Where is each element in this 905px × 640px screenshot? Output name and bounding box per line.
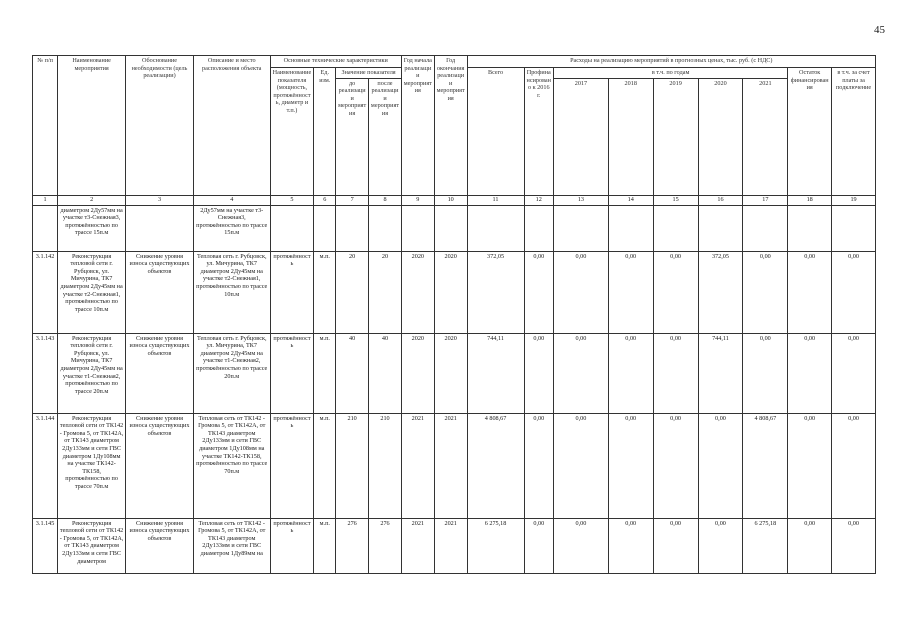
- row-2019: 0,00: [653, 251, 698, 333]
- column-number: 12: [524, 195, 554, 205]
- row-2018: 0,00: [608, 251, 653, 333]
- row-2017: 0,00: [554, 518, 609, 573]
- row-year-end: 2021: [434, 518, 467, 573]
- row-2020: 744,11: [698, 333, 743, 413]
- row-fee: 0,00: [832, 251, 876, 333]
- table-row: [33, 251, 876, 333]
- page-number: 45: [874, 24, 885, 36]
- row-2017: 0,00: [554, 333, 609, 413]
- row-unit: м.п.: [314, 251, 336, 333]
- header-values: Значение показателя: [336, 68, 402, 79]
- column-number: 19: [832, 195, 876, 205]
- header-financed: Профинансировано к 2016 г.: [524, 68, 554, 196]
- row-desc: Тепловая сеть от ТК142 - Громова 5, от ТК142А, от ТК143 диаметром 2Ду133мм и сети ГВС диаметром 1Ду89мм на: [193, 518, 270, 573]
- row-2019: 0,00: [653, 413, 698, 518]
- table-row: [33, 518, 876, 573]
- table-row: [33, 333, 876, 413]
- column-number: 5: [270, 195, 314, 205]
- column-number: 7: [336, 195, 369, 205]
- row-2018: 0,00: [608, 333, 653, 413]
- row-2018: 0,00: [608, 518, 653, 573]
- row-total: 744,11: [467, 333, 524, 413]
- row-rest: 0,00: [788, 518, 832, 573]
- table-row: [33, 413, 876, 518]
- row-tech: протяжённость: [270, 518, 314, 573]
- header-year-2018: 2018: [608, 78, 653, 195]
- row-fee: 0,00: [832, 413, 876, 518]
- column-number: 16: [698, 195, 743, 205]
- column-number: 1: [33, 195, 58, 205]
- column-number: 13: [554, 195, 609, 205]
- row-after: 210: [369, 413, 402, 518]
- row-reason: Снижение уровня износа существующих объектов: [126, 251, 194, 333]
- row-unit: м.п.: [314, 518, 336, 573]
- header-name: Наименование мероприятия: [58, 56, 126, 196]
- row-unit: м.п.: [314, 413, 336, 518]
- row-desc: Тепловая сеть г. Рубцовск, ул. Мичурина, ТК7 диаметром 2Ду45мм на участке т2-Снежная1, протяжённостью по трассе 10п.м: [193, 251, 270, 333]
- row-desc: 2Ду57мм на участке т3-Снежная3, протяжённостью по трассе 15п.м: [193, 205, 270, 251]
- row-desc: Тепловая сеть от ТК142 - Громова 5, от ТК142А, от ТК143 диаметром 2Ду133мм и сети ГВС диаметром 1Ду108мм на участке ТК142-ТК158, протяжённостью по трассе 70п.м: [193, 413, 270, 518]
- header-tech: Основные технические характеристики: [270, 56, 401, 68]
- row-num: 3.1.143: [33, 333, 58, 413]
- row-tech: протяжённость: [270, 333, 314, 413]
- row-2017: 0,00: [554, 413, 609, 518]
- column-number: 11: [467, 195, 524, 205]
- row-rest: 0,00: [788, 413, 832, 518]
- header-val-after: после реализации мероприятия: [369, 78, 402, 195]
- row-year-start: 2020: [401, 333, 434, 413]
- row-financed: 0,00: [524, 251, 554, 333]
- row-reason: Снижение уровня износа существующих объектов: [126, 413, 194, 518]
- row-2018: 0,00: [608, 413, 653, 518]
- row-desc: Тепловая сеть г. Рубцовск, ул. Мичурина, ТК7 диаметром 2Ду45мм на участке т1-Снежная2, протяжённостью по трассе 20п.м: [193, 333, 270, 413]
- row-fee: 0,00: [832, 333, 876, 413]
- row-year-end: 2020: [434, 333, 467, 413]
- row-tech: протяжённость: [270, 251, 314, 333]
- column-number: 3: [126, 195, 194, 205]
- row-year-start: 2020: [401, 251, 434, 333]
- row-unit: м.п.: [314, 333, 336, 413]
- row-name: Реконструкция тепловой сети г. Рубцовск, ул. Мичурина, ТК7 диаметром 2Ду45мм на участке т2-Снежная1, протяжённостью по трассе 10п.м: [58, 251, 126, 333]
- header-year-2020: 2020: [698, 78, 743, 195]
- header-desc: Описание и место расположения объекта: [193, 56, 270, 196]
- header-val-before: до реализации мероприятия: [336, 78, 369, 195]
- row-name: диаметром 2Ду57мм на участке т3-Снежная3, протяжённостью по трассе 15п.м: [58, 205, 126, 251]
- row-before: 210: [336, 413, 369, 518]
- header-after: Остаток финансирования: [788, 68, 832, 196]
- row-after: 40: [369, 333, 402, 413]
- row-year-end: 2021: [434, 413, 467, 518]
- column-number: 18: [788, 195, 832, 205]
- row-num: 3.1.144: [33, 413, 58, 518]
- header-total: Всего: [467, 68, 524, 196]
- row-financed: 0,00: [524, 518, 554, 573]
- row-2019: 0,00: [653, 333, 698, 413]
- header-reason: Обоснование необходимости (цель реализации): [126, 56, 194, 196]
- header-costs: Расходы на реализацию мероприятий в прогнозных ценах, тыс. руб. (с НДС): [467, 56, 875, 68]
- row-reason: Снижение уровня износа существующих объектов: [126, 518, 194, 573]
- row-before: 20: [336, 251, 369, 333]
- row-before: 276: [336, 518, 369, 573]
- row-fee: 0,00: [832, 518, 876, 573]
- header-year-2017: 2017: [554, 78, 609, 195]
- header-year-2021: 2021: [743, 78, 788, 195]
- header-num: № п/п: [33, 56, 58, 196]
- row-name: Реконструкция тепловой сети г. Рубцовск, ул. Мичурина, ТК7 диаметром 2Ду45мм на участке т1-Снежная2, протяжённостью по трассе 20п.м: [58, 333, 126, 413]
- header-unit: Ед. изм.: [314, 68, 336, 196]
- row-reason: Снижение уровня износа существующих объектов: [126, 333, 194, 413]
- column-number: 15: [653, 195, 698, 205]
- row-name: Реконструкция тепловой сети от ТК142 - Громова 5, от ТК142А, от ТК143 диаметром 2Ду133мм и сети ГВС диаметром: [58, 518, 126, 573]
- header-by-years: в т.ч. по годам: [554, 68, 788, 79]
- row-num: 3.1.145: [33, 518, 58, 573]
- row-2020: 0,00: [698, 518, 743, 573]
- column-number: 14: [608, 195, 653, 205]
- column-number: 10: [434, 195, 467, 205]
- row-year-start: 2021: [401, 518, 434, 573]
- row-2020: 372,05: [698, 251, 743, 333]
- row-rest: 0,00: [788, 251, 832, 333]
- column-number: 9: [401, 195, 434, 205]
- row-total: 6 275,18: [467, 518, 524, 573]
- header-year-2019: 2019: [653, 78, 698, 195]
- investment-table: [32, 55, 876, 574]
- row-2021: 0,00: [743, 333, 788, 413]
- row-year-start: 2021: [401, 413, 434, 518]
- row-after: 276: [369, 518, 402, 573]
- row-total: 372,05: [467, 251, 524, 333]
- table-row-continuation: [33, 205, 876, 251]
- column-number: 8: [369, 195, 402, 205]
- header-year-end: Год окончания реализации мероприятия: [434, 56, 467, 196]
- column-number: 17: [743, 195, 788, 205]
- column-number: 6: [314, 195, 336, 205]
- row-name: Реконструкция тепловой сети от ТК142 - Громова 5, от ТК142А, от ТК143 диаметром 2Ду133мм и сети ГВС диаметром 1Ду108мм на участке ТК142-ТК158, протяжённостью по трассе 70п.м: [58, 413, 126, 518]
- row-after: 20: [369, 251, 402, 333]
- row-before: 40: [336, 333, 369, 413]
- column-number: 4: [193, 195, 270, 205]
- row-total: 4 808,67: [467, 413, 524, 518]
- header-tech-name: Наименование показателя (мощность, протяжённость, диаметр и т.п.): [270, 68, 314, 196]
- row-2021: 4 808,67: [743, 413, 788, 518]
- row-financed: 0,00: [524, 413, 554, 518]
- row-2019: 0,00: [653, 518, 698, 573]
- row-2021: 6 275,18: [743, 518, 788, 573]
- row-financed: 0,00: [524, 333, 554, 413]
- row-rest: 0,00: [788, 333, 832, 413]
- row-year-end: 2020: [434, 251, 467, 333]
- row-tech: протяжённость: [270, 413, 314, 518]
- column-number: 2: [58, 195, 126, 205]
- header-year-start: Год начала реализации мероприятия: [401, 56, 434, 196]
- row-num: 3.1.142: [33, 251, 58, 333]
- header-fee: в т.ч. за счет платы за подключение: [832, 68, 876, 196]
- row-2021: 0,00: [743, 251, 788, 333]
- row-2020: 0,00: [698, 413, 743, 518]
- row-2017: 0,00: [554, 251, 609, 333]
